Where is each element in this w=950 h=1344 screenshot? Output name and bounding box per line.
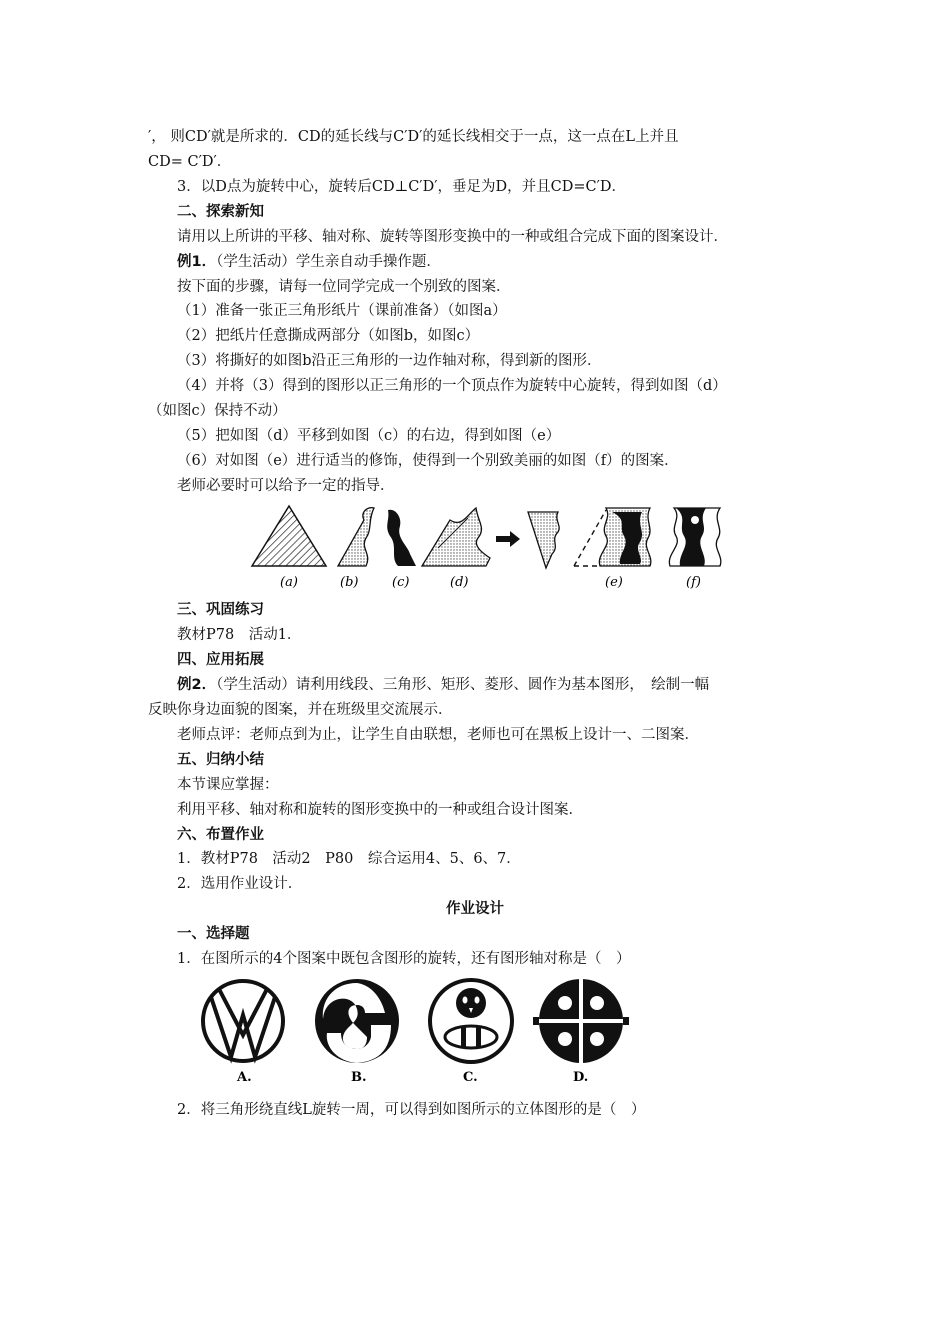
figure-label: (a)	[280, 575, 298, 590]
figure-label: (f)	[686, 575, 701, 590]
text-line: 老师必要时可以给予一定的指导．	[177, 478, 395, 494]
text-line: 1．教材P78 活动2 P80 综合运用4、5、6、7．	[177, 851, 521, 867]
option-label: B.	[351, 1070, 367, 1085]
section-heading: 六、布置作业	[177, 827, 264, 843]
triangle-a	[252, 506, 326, 566]
example-line	[177, 252, 847, 272]
text-line: （2）把纸片任意撕成两部分（如图b，如图c）	[177, 328, 480, 344]
example-label: 例2．	[177, 677, 217, 693]
section-heading: 一、选择题	[177, 926, 250, 942]
figure-answer-options	[195, 975, 635, 1087]
section-heading: 五、归纳小结	[177, 752, 264, 768]
example-label: 例1．	[177, 254, 217, 270]
homework-title: 作业设计	[446, 901, 504, 917]
example-text: （学生活动）请利用线段、三角形、矩形、菱形、圆作为基本图形， 绘制一幅	[216, 677, 710, 693]
example-line	[177, 675, 847, 695]
figure-pattern-steps	[240, 498, 740, 594]
text-line: 老师点评：老师点到为止，让学生自由联想，老师也可在黑板上设计一、二图案．	[177, 727, 699, 743]
text-line: （1）准备一张正三角形纸片（课前准备）（如图a）	[177, 303, 507, 319]
section-heading: 二、探索新知	[177, 204, 264, 220]
text-line: 教材P78 活动1．	[177, 627, 302, 643]
text-line: （4）并将（3）得到的图形以正三角形的一个顶点作为旋转中心旋转，得到如图（d）	[177, 378, 727, 394]
text-line: （6）对如图（e）进行适当的修饰，使得到一个别致美丽的如图（f）的图案．	[177, 453, 679, 469]
text-line: （3）将撕好的如图b沿正三角形的一边作轴对称，得到新的图形．	[177, 353, 602, 369]
example-text: （学生活动）学生亲自动手操作题．	[216, 254, 441, 270]
question-1: 1．在图所示的4个图案中既包含图形的旋转，还有图形轴对称是（ ）	[177, 951, 631, 967]
section-heading: 三、巩固练习	[177, 602, 264, 618]
torn-piece-b	[338, 508, 374, 566]
figure-label: (b)	[340, 575, 359, 590]
text-line: CD= C′D′．	[148, 154, 232, 170]
reflected-piece-d	[422, 508, 490, 566]
text-line: （5）把如图（d）平移到如图（c）的右边，得到如图（e）	[177, 428, 561, 444]
option-a-pattern	[203, 981, 283, 1061]
figure-label: (e)	[605, 575, 623, 590]
option-label: D.	[573, 1070, 589, 1085]
text-line: 3．以D点为旋转中心，旋转后CD⊥C′D′，垂足为D，并且CD=C′D．	[177, 179, 627, 195]
text-line: 反映你身边面貌的图案，并在班级里交流展示．	[148, 702, 453, 718]
text-line: 2．选用作业设计．	[177, 876, 303, 892]
option-b-pattern	[315, 979, 399, 1063]
text-line: （如图c）保持不动）	[148, 403, 287, 419]
option-c-pattern	[430, 980, 512, 1062]
text-line: 请用以上所讲的平移、轴对称、旋转等图形变换中的一种或组合完成下面的图案设计．	[177, 229, 728, 245]
arrow-icon	[496, 531, 520, 547]
question-2: 2．将三角形绕直线L旋转一周，可以得到如图所示的立体图形的是（ ）	[177, 1102, 646, 1118]
torn-piece-c	[387, 510, 416, 566]
option-d-pattern	[533, 979, 629, 1063]
text-line: ′， 则CD′就是所求的．CD的延长线与C′D′的延长线相交于一点，这一点在L上并且	[148, 129, 679, 145]
text-line: 本节课应掌握：	[177, 777, 279, 793]
option-label: C.	[463, 1070, 478, 1085]
figure-label: (d)	[450, 575, 469, 590]
rotated-piece	[528, 512, 559, 568]
text-line: 利用平移、轴对称和旋转的图形变换中的一种或组合设计图案．	[177, 802, 583, 818]
text-line: 按下面的步骤，请每一位同学完成一个别致的图案．	[177, 279, 511, 295]
option-label: A.	[237, 1070, 252, 1085]
section-heading: 四、应用拓展	[177, 652, 264, 668]
figure-label: (c)	[392, 575, 410, 590]
